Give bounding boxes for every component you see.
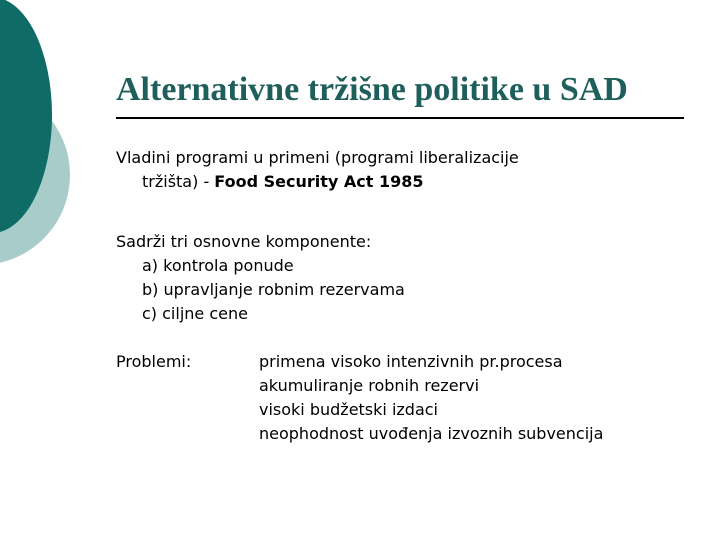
problem-item: primena visoko intenzivnih pr.procesa [259, 352, 563, 371]
paragraph-components [116, 230, 405, 326]
problems-label: Problemi: [116, 352, 192, 371]
paragraph-programs-line1: Vladini programi u primeni (programi liberalizacije [116, 148, 519, 167]
problems-list [259, 350, 603, 446]
food-security-act: Food Security Act 1985 [214, 172, 424, 191]
problem-item: akumuliranje robnih rezervi [259, 376, 480, 395]
component-item: c) ciljne cene [142, 304, 248, 323]
paragraph-programs [116, 146, 519, 194]
component-item: b) upravljanje robnim rezervama [142, 280, 405, 299]
component-item: a) kontrola ponude [142, 256, 294, 275]
problem-item: visoki budžetski izdaci [259, 400, 438, 419]
slide-title: Alternativne tržišne politike u SAD [116, 71, 628, 108]
paragraph-programs-line2 [116, 170, 519, 194]
components-intro: Sadrži tri osnovne komponente: [116, 232, 372, 251]
title-underline [116, 117, 684, 119]
decorative-circles [0, 0, 80, 300]
problem-item: neophodnost uvođenja izvoznih subvencija [259, 424, 604, 443]
paragraph-programs-line2-prefix: tržišta) - [142, 172, 215, 191]
